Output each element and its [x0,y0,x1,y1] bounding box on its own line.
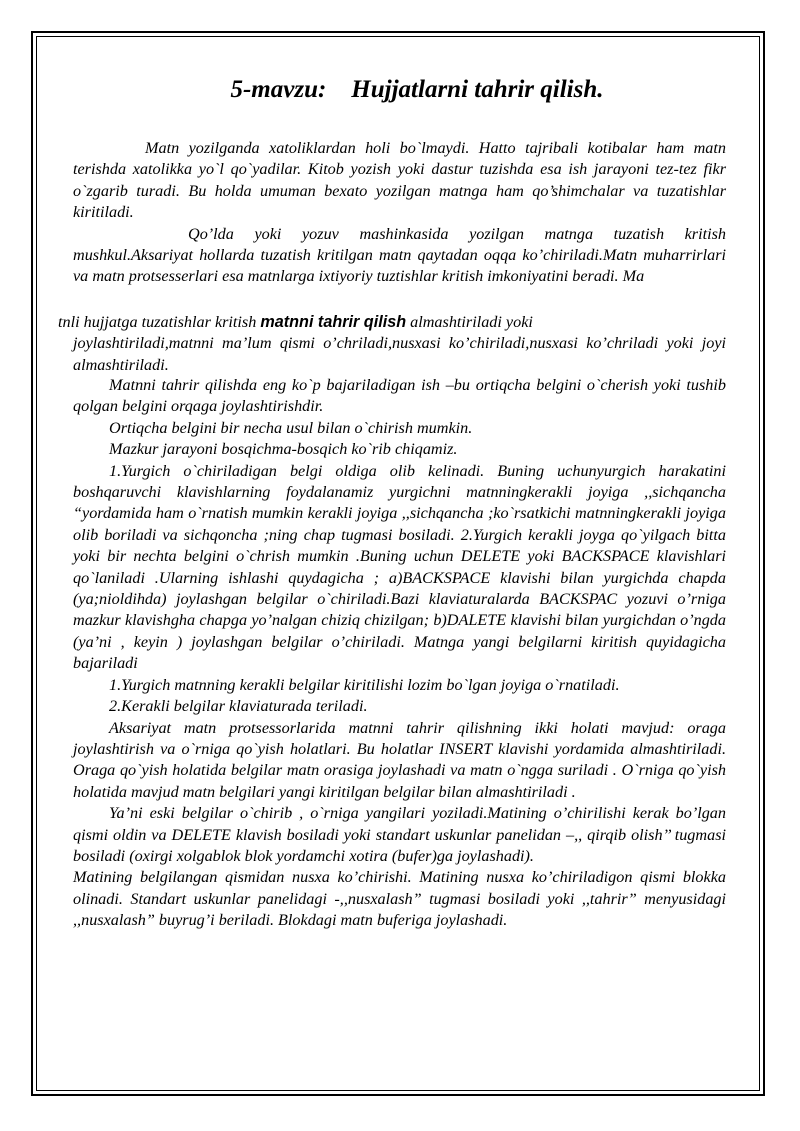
paragraph-5: Ortiqcha belgini bir necha usul bilan o`chirish mumkin. [109,418,473,437]
paragraph-9: 2.Kerakli belgilar klaviaturada teriladi. [109,697,368,716]
paragraph-3 [58,312,726,376]
paragraph-10: Aksariyat matn protsessorlarida matnni tahrir qilishning ikki holati mavjud: oraga joylashtirish va o`rniga qo`yish holatlari. Bu holatlar INSERT klavishi yordamida almashtiriladi. Oraga qo`yish holatida belgilar matn orasiga joylashadi va matn o`ngga suriladi . O`rniga qo`yish holatida mavjud matn belgilari yangi kiritilgan belgilar bilan almashtiriladi . [73,718,726,801]
paragraph-12: Matining belgilangan qismidan nusxa ko’chirishi. Matining nusxa ko’chiriladigon qismi blokka olinadi. Standart uskunlar panelidagi -,,nusxalash” tugmasi bosiladi yoki ,,tahrir” menyusidagi ,,nusxalash” buyrug’i beriladi. Blokdagi matn buferiga joylashadi. [73,868,726,930]
paragraph-11: Ya’ni eski belgilar o`chirib , o`rniga yangilari yoziladi.Matining o’chirilishi kerak bo’lgan qismi oldin va DELETE klavish bosiladi yoki standart uskunlar panelidan –,, qirqib olish’’ tugmasi bosiladi (oxirgi xolgablok blok yordamchi xotira (bufer)ga joylashadi). [73,804,726,865]
paragraph-8: 1.Yurgich matnning kerakli belgilar kiritilishi lozim bo`lgan joyiga o`rnatiladi. [109,675,620,694]
paragraph-3-after: almashtiriladi yoki [406,313,533,331]
paragraph-3-rest: joylashtiriladi,matnni ma’lum qismi o’chriladi,nusxasi ko’chiriladi,nusxasi ko’chriladi yoki joyi almashtiriladi. [73,334,726,374]
page-title: 5-mavzu: Hujjatlarni tahrir qilish. [230,76,604,103]
paragraph-3-lead [58,312,726,333]
paragraph-4: Matnni tahrir qilishda eng ko`p bajariladigan ish –bu ortiqcha belgini o`cherish yoki tushib qolgan belgini orqaga joylashtirishdir. [73,376,726,416]
paragraph-6: Mazkur jarayoni bosqichma-bosqich ko`rib chiqamiz. [109,440,458,459]
bold-term-matnni-tahrir-qilish: matnni tahrir qilish [260,313,407,331]
intro-block [73,138,726,288]
body-block [73,375,726,932]
paragraph-7: 1.Yurgich o`chiriladigan belgi oldiga olib kelinadi. Buning uchunyurgich harakatini boshqaruvchi klavishlarning foydalanamiz yurgichni matnningkerakli joyiga ,,sichqancha “yordamida ham o`rnatish mumkin kerakli joyiga ,,sichqancha ;ko`rsatkichi matnningkerakli joyiga olib boriladi va sichqoncha ;ning chap tugmasi bosiladi. 2.Yurgich kerakli joyga qo`yilgach bitta yoki bir nechta belgini o`chrish mumkin .Buning uchun DELETE yoki BACKSPACE klavishlari qo`laniladi .Ularning ishlashi quydagicha ; a)BACKSPACE klavishi bilan yurgichda chapda (ya;nioldihda) joylashgan belgilar o`chiriladi.Bazi klaviaturalarda BACKSPAC yozuvi o’rniga mazkur klavishgha chapga yo’nalgan chiziq chizilgan; b)DALETE klavishi bilan yurgichdan o’ngda (ya’ni , keyin ) joylashgan belgilar o’chiriladi. Matnga yangi belgilarni kiritish quyidagicha bajariladi [73,461,726,673]
paragraph-3-before: tnli hujjatga tuzatishlar kritish [58,313,261,331]
paragraph-2: Qo’lda yoki yozuv mashinkasida yozilgan matnga tuzatish kritish mushkul.Aksariyat hollarda tuzatish kritilgan matn qaytadan oqqa ko’chiriladi.Matn muharrirlari va matn protsesserlari esa matnlarga ixtiyoriy tuztishlar kritish imkoniyatini beradi. Ma [73,224,726,286]
paragraph-1: Matn yozilganda xatoliklardan holi bo`lmaydi. Hatto tajribali kotibalar ham matn terishda xatolikka yo`l qo`yadilar. Kitob yozish yoki dastur tuzishda esa ish jarayoni tez-tez fikr o`zgarib turadi. Bu holda umuman bexato yozilgan matnga ham qo’shimchalar va tuzatishlar kiritiladi. [73,139,726,222]
